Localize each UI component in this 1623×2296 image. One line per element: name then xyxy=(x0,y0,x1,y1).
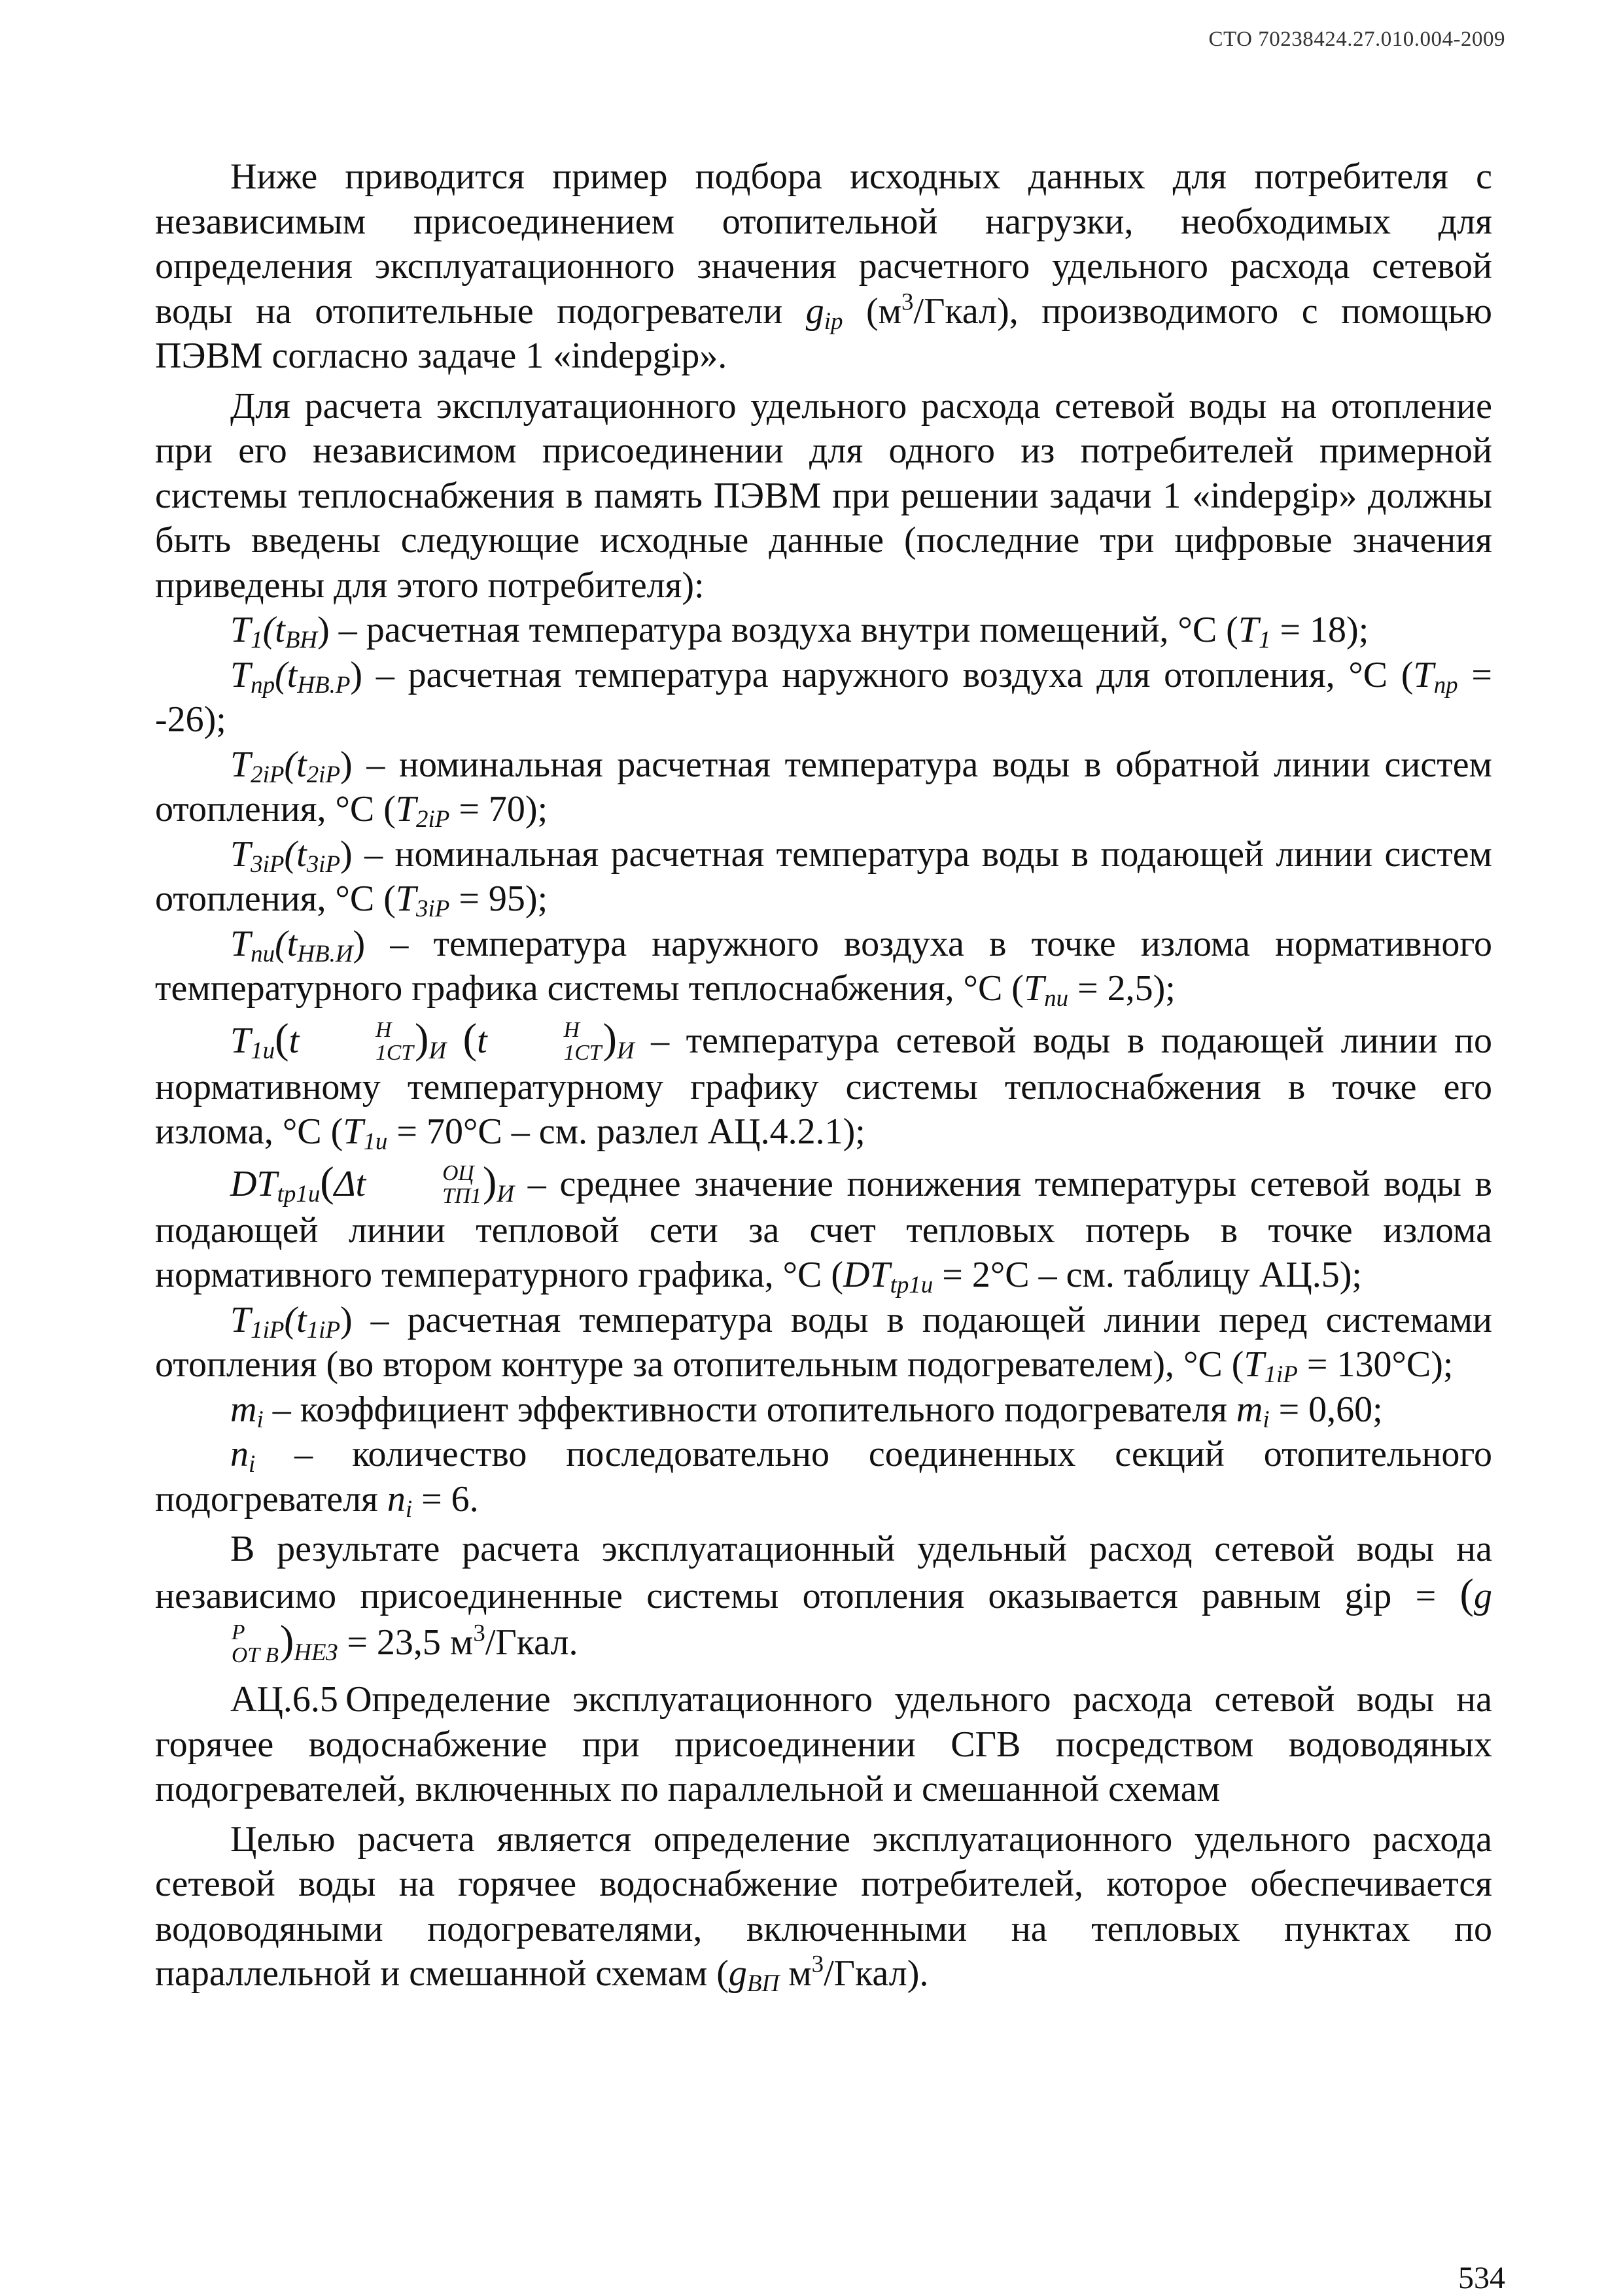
paragraph-text: Ниже приводится пример подбора исходных данных для потребителя с независимым присоединением отопительной нагрузки, необходимых для определения эксплуатационного значения расчетного удельного расхода сетевой воды на отопительные подогреватели xyxy=(155,156,1492,332)
item-t2ip: $T_{2iP}(t_{2iP})$ – номинальная расчетная температура воды в обратной линии систем отопления, °С $(T_{2iP} = 70)$; xyxy=(155,744,1492,833)
item-mi: $m_i$ – коэффициент эффективности отопительного подогревателя $m_i = 0,60$; xyxy=(230,1389,1383,1433)
paragraph-intro: Ниже приводится пример подбора исходных данных для потребителя с независимым присоединением отопительной нагрузки, необходимых для определения эксплуатационного значения расчетного удельного расхода сетевой воды на отопительные подогреватели $g_{ip}$ $(м^3/Гкал)$, производимого с помощью ПЭВМ согласно задаче 1 «indepgip». xyxy=(155,156,1492,376)
formula-t1u: $T_{1и}$ xyxy=(230,1020,275,1064)
paragraph-input-data: Для расчета эксплуатационного удельного расхода сетевой воды на отопление при его независимом присоединении для одного из потребителей примерной системы теплоснабжения в память ПЭВМ при решении задачи 1 «indepgip» должны быть введены следующие исходные данные (последние три цифровые значения приведены для этого потребителя): xyxy=(155,385,1492,606)
section-number: АЦ.6.5 xyxy=(230,1679,338,1720)
item-tnp: $T_{пр}(t_{НВ.Р})$ – расчетная температура наружного воздуха для отопления, °С $(T_{пр} = -26)$; xyxy=(155,654,1492,740)
item-t3ip: $T_{3iP}(t_{3iP})$ – номинальная расчетная температура воды в подающей линии систем отопления, °С $(T_{3iP} = 95)$; xyxy=(155,833,1492,922)
item-tnu: $T_{пи}(t_{НВ.И})$ – температура наружного воздуха в точке излома нормативного температурного графика системы теплоснабжения, °С $(T_{пи} = 2,5)$; xyxy=(155,923,1492,1012)
item-dt: $DT_{tp1и}(\Delta t$ ОЦ ТП1 )$_И$ – среднее значение понижения температуры сетевой воды в подающей линии тепловой сети за счет тепловых потерь в точке излома нормативного температурного графика, °С ($DT_{tp1и} = 2^\circ С$ – см. таблицу АЦ.5); xyxy=(155,1158,1492,1298)
document-body xyxy=(155,154,1492,1996)
item-t1: $T_1(t_{ВН})$ – расчетная температура воздуха внутри помещений, °С $(T_1 = 18)$; xyxy=(230,610,1369,653)
formula-dt: $DT_{tp1и}$ xyxy=(230,1163,321,1207)
section-title: Определение эксплуатационного удельного расхода сетевой воды на горячее водоснабжение при присоединении СГВ посредством водоводяных подогревателей, включенных по параллельной и смешанной схемам xyxy=(155,1679,1492,1810)
item-ni: $n_i$ – количество последовательно соединенных секций отопительного подогревателя $n_i = 6$. xyxy=(155,1434,1492,1522)
item-t1ip: $T_{1iP}(t_{1iP})$ – расчетная температура воды в подающей линии перед системами отопления (во втором контуре за отопительным подогревателем), °С $(T_{1iP} = 130^\circ С)$; xyxy=(155,1299,1492,1388)
document-code-header: СТО 70238424.27.010.004-2009 xyxy=(1208,27,1505,51)
symbol-g-ip: $g_{ip}$ xyxy=(805,290,843,334)
item-t1u: $T_{1и}(t$ Н 1СТ )$_И$ (t Н 1СТ )$_И$ – температура сетевой воды в подающей линии по нормативному температурному графику системы теплоснабжения в точке его излома, °С ($T_{1и} = 70^\circ С$ – см. разлел АЦ.4.2.1); xyxy=(155,1015,1492,1155)
paragraph-result: В результате расчета эксплуатационный удельный расход сетевой воды на независимо присоединенные системы отопления оказывается равным gip = (g Р ОТ В )$_{НЕЗ} = 23,5$ $м^3$/Гкал. xyxy=(155,1529,1492,1667)
paragraph-goal: Целью расчета является определение эксплуатационного удельного расхода сетевой воды на горячее водоснабжение потребителей, которое обеспечивается водоводяными подогревателями, включенными на тепловых пунктах по параллельной и смешанной схемам ($g_{ВП}$ $м^3/Гкал$). xyxy=(155,1818,1492,1997)
section-heading-ac-6-5 xyxy=(155,1677,1492,1812)
page-number: 534 xyxy=(1458,2261,1505,2295)
